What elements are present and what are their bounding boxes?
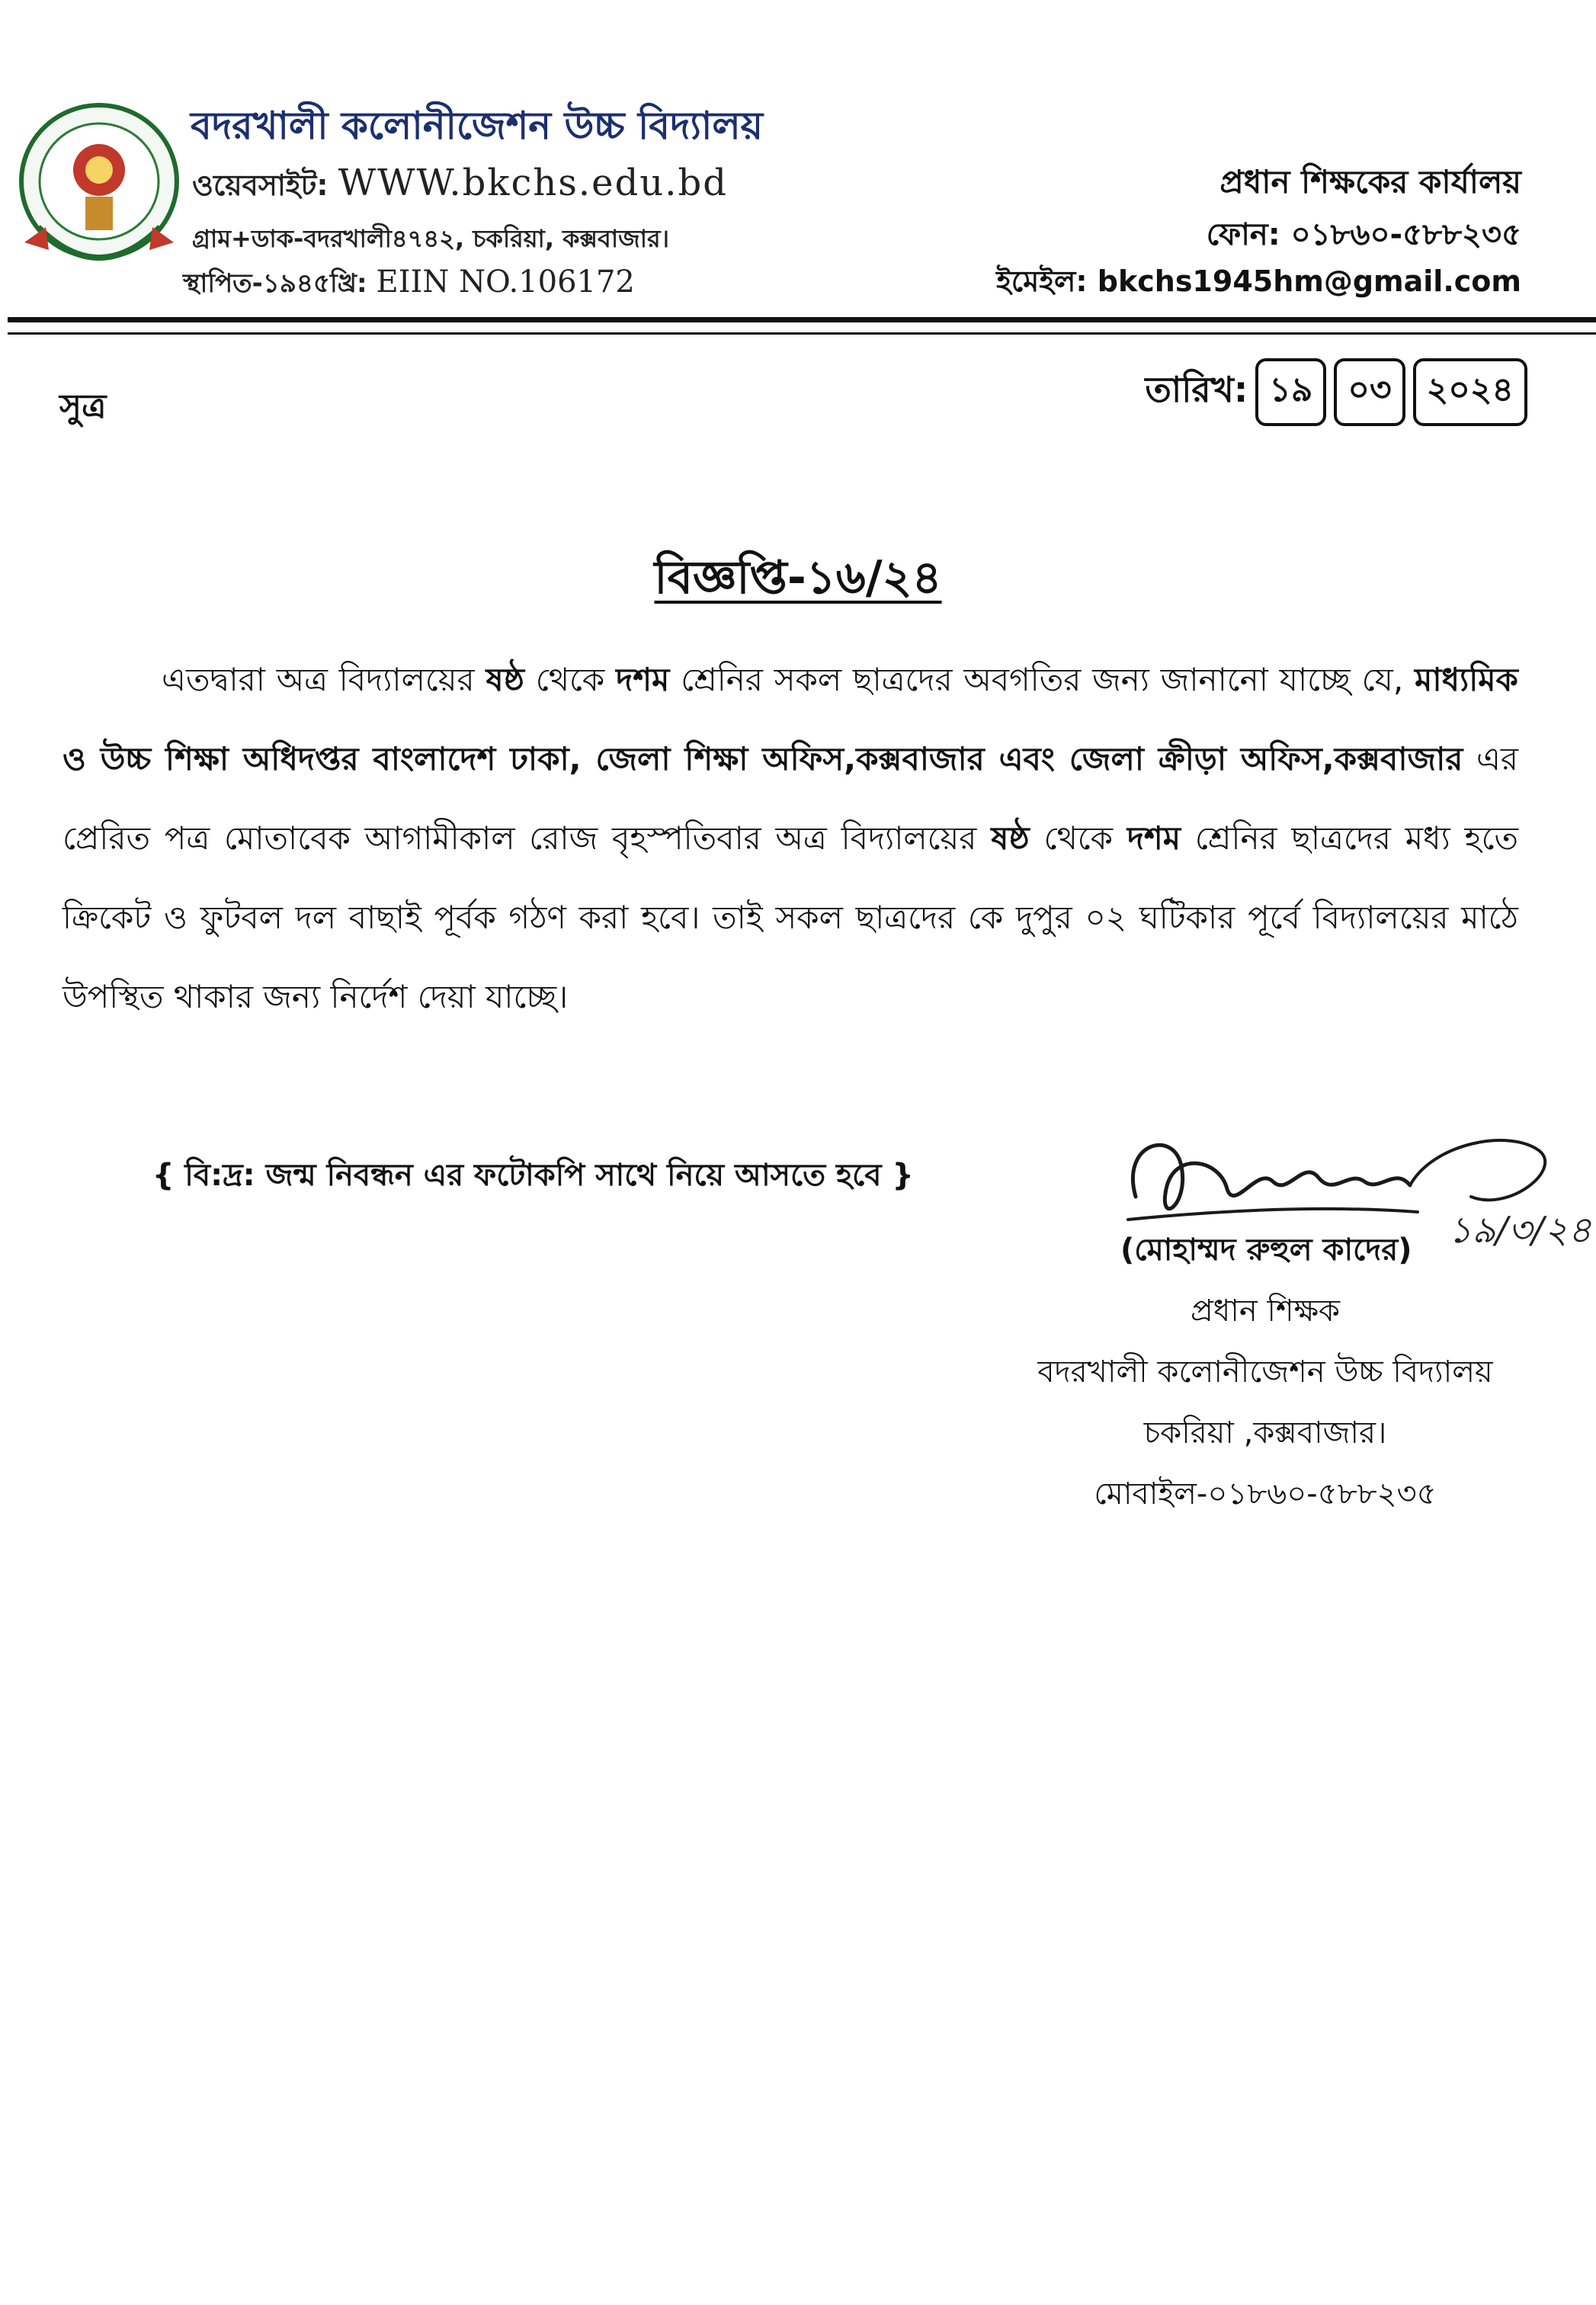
school-address: গ্রাম+ডাক-বদরখালী৪৭৪২, চকরিয়া, কক্সবাজার। xyxy=(192,224,670,253)
date-label: তারিখ: xyxy=(1145,368,1248,410)
date-day: ১৯ xyxy=(1255,358,1326,426)
eiin-number: EIIN NO.106172 xyxy=(376,264,635,300)
school-logo xyxy=(15,98,183,288)
office-title: প্রধান শিক্ষকের কার্যালয় xyxy=(1219,163,1521,200)
website-url[interactable]: WWW.bkchs.edu.bd xyxy=(338,162,728,204)
special-note: { বি:দ্র: জন্ম নিবন্ধন এর ফটোকপি সাথে নিয়ে আসতে হবে } xyxy=(152,1158,914,1193)
office-phone: ফোন: ০১৮৬০-৫৮৮২৩৫ xyxy=(1206,217,1521,252)
intro-rest: শ্রেনির সকল ছাত্রদের অবগতির জন্য জানানো যাচ্ছে যে, xyxy=(681,661,1404,698)
signatory-location: চকরিয়া ,কক্সবাজার। xyxy=(1143,1415,1387,1451)
date-year: ২০২৪ xyxy=(1413,358,1527,426)
handwritten-date: ১৯/৩/২৪ xyxy=(1448,1209,1592,1252)
establishment-line xyxy=(183,264,635,307)
header-divider-thick xyxy=(8,317,1596,322)
notice-body xyxy=(62,640,1518,1037)
signatory-mobile: মোবাইল-০১৮৬০-৫৮৮২৩৫ xyxy=(1094,1476,1437,1512)
to-class-2: দশম xyxy=(1126,819,1181,857)
from-to-word-2: থেকে xyxy=(1043,819,1114,857)
intro-text: এতদ্বারা অত্র বিদ্যালয়ের xyxy=(162,661,475,698)
signatory-designation: প্রধান শিক্ষক xyxy=(1191,1294,1340,1329)
website-line xyxy=(192,162,728,212)
reference-label: সুত্র xyxy=(59,387,107,426)
authorities-text: মাধ্যমিক ও উচ্চ শিক্ষা অধিদপ্তর বাংলাদেশ ঢাকা, জেলা শিক্ষা অফিস,কক্সবাজার এবং জেলা ক্রীড়া অফিস,কক্সবাজার xyxy=(62,661,1518,777)
from-class: ষষ্ঠ xyxy=(486,661,524,698)
office-email[interactable]: ইমেইল: bkchs1945hm@gmail.com xyxy=(996,264,1521,298)
signatory-school: বদরখালী কলোনীজেশন উচ্চ বিদ্যালয় xyxy=(1037,1354,1493,1390)
date-field xyxy=(1145,358,1527,426)
date-month: ০৩ xyxy=(1334,358,1405,426)
header-divider-thin xyxy=(8,332,1596,335)
school-name: বদরখালী কলোনীজেশন উচ্চ বিদ্যালয় xyxy=(191,104,764,148)
letter-reference-text: এর প্রেরিত পত্র মোতাবেক আগামীকাল রোজ বৃহস্পতিবার অত্র বিদ্যালয়ের xyxy=(62,740,1518,857)
from-class-2: ষষ্ঠ xyxy=(991,819,1030,857)
notice-title xyxy=(0,543,1596,619)
notice-title-text: বিজ্ঞপ্তি-১৬/২৪ xyxy=(654,551,942,604)
established-label: স্থাপিত-১৯৪৫খ্রি: xyxy=(183,268,367,299)
website-label: ওয়েবসাইট: xyxy=(192,168,328,202)
from-to-word: থেকে xyxy=(535,661,605,698)
notice-paragraph xyxy=(62,640,1518,1037)
to-class: দশম xyxy=(616,661,670,698)
selection-instructions: শ্রেনির ছাত্রদের মধ্য হতে ক্রিকেট ও ফুটবল দল বাছাই পূর্বক গঠণ করা হবে। তাই সকল ছাত্রদের কে দুপুর ০২ ঘটিকার পূর্বে বিদ্যালয়ের মাঠে উপস্থিত থাকার জন্য নির্দেশ দেয়া যাচ্ছে। xyxy=(62,819,1519,1015)
signatory-name: (মোহাম্মদ রুহুল কাদের) xyxy=(1120,1233,1412,1268)
